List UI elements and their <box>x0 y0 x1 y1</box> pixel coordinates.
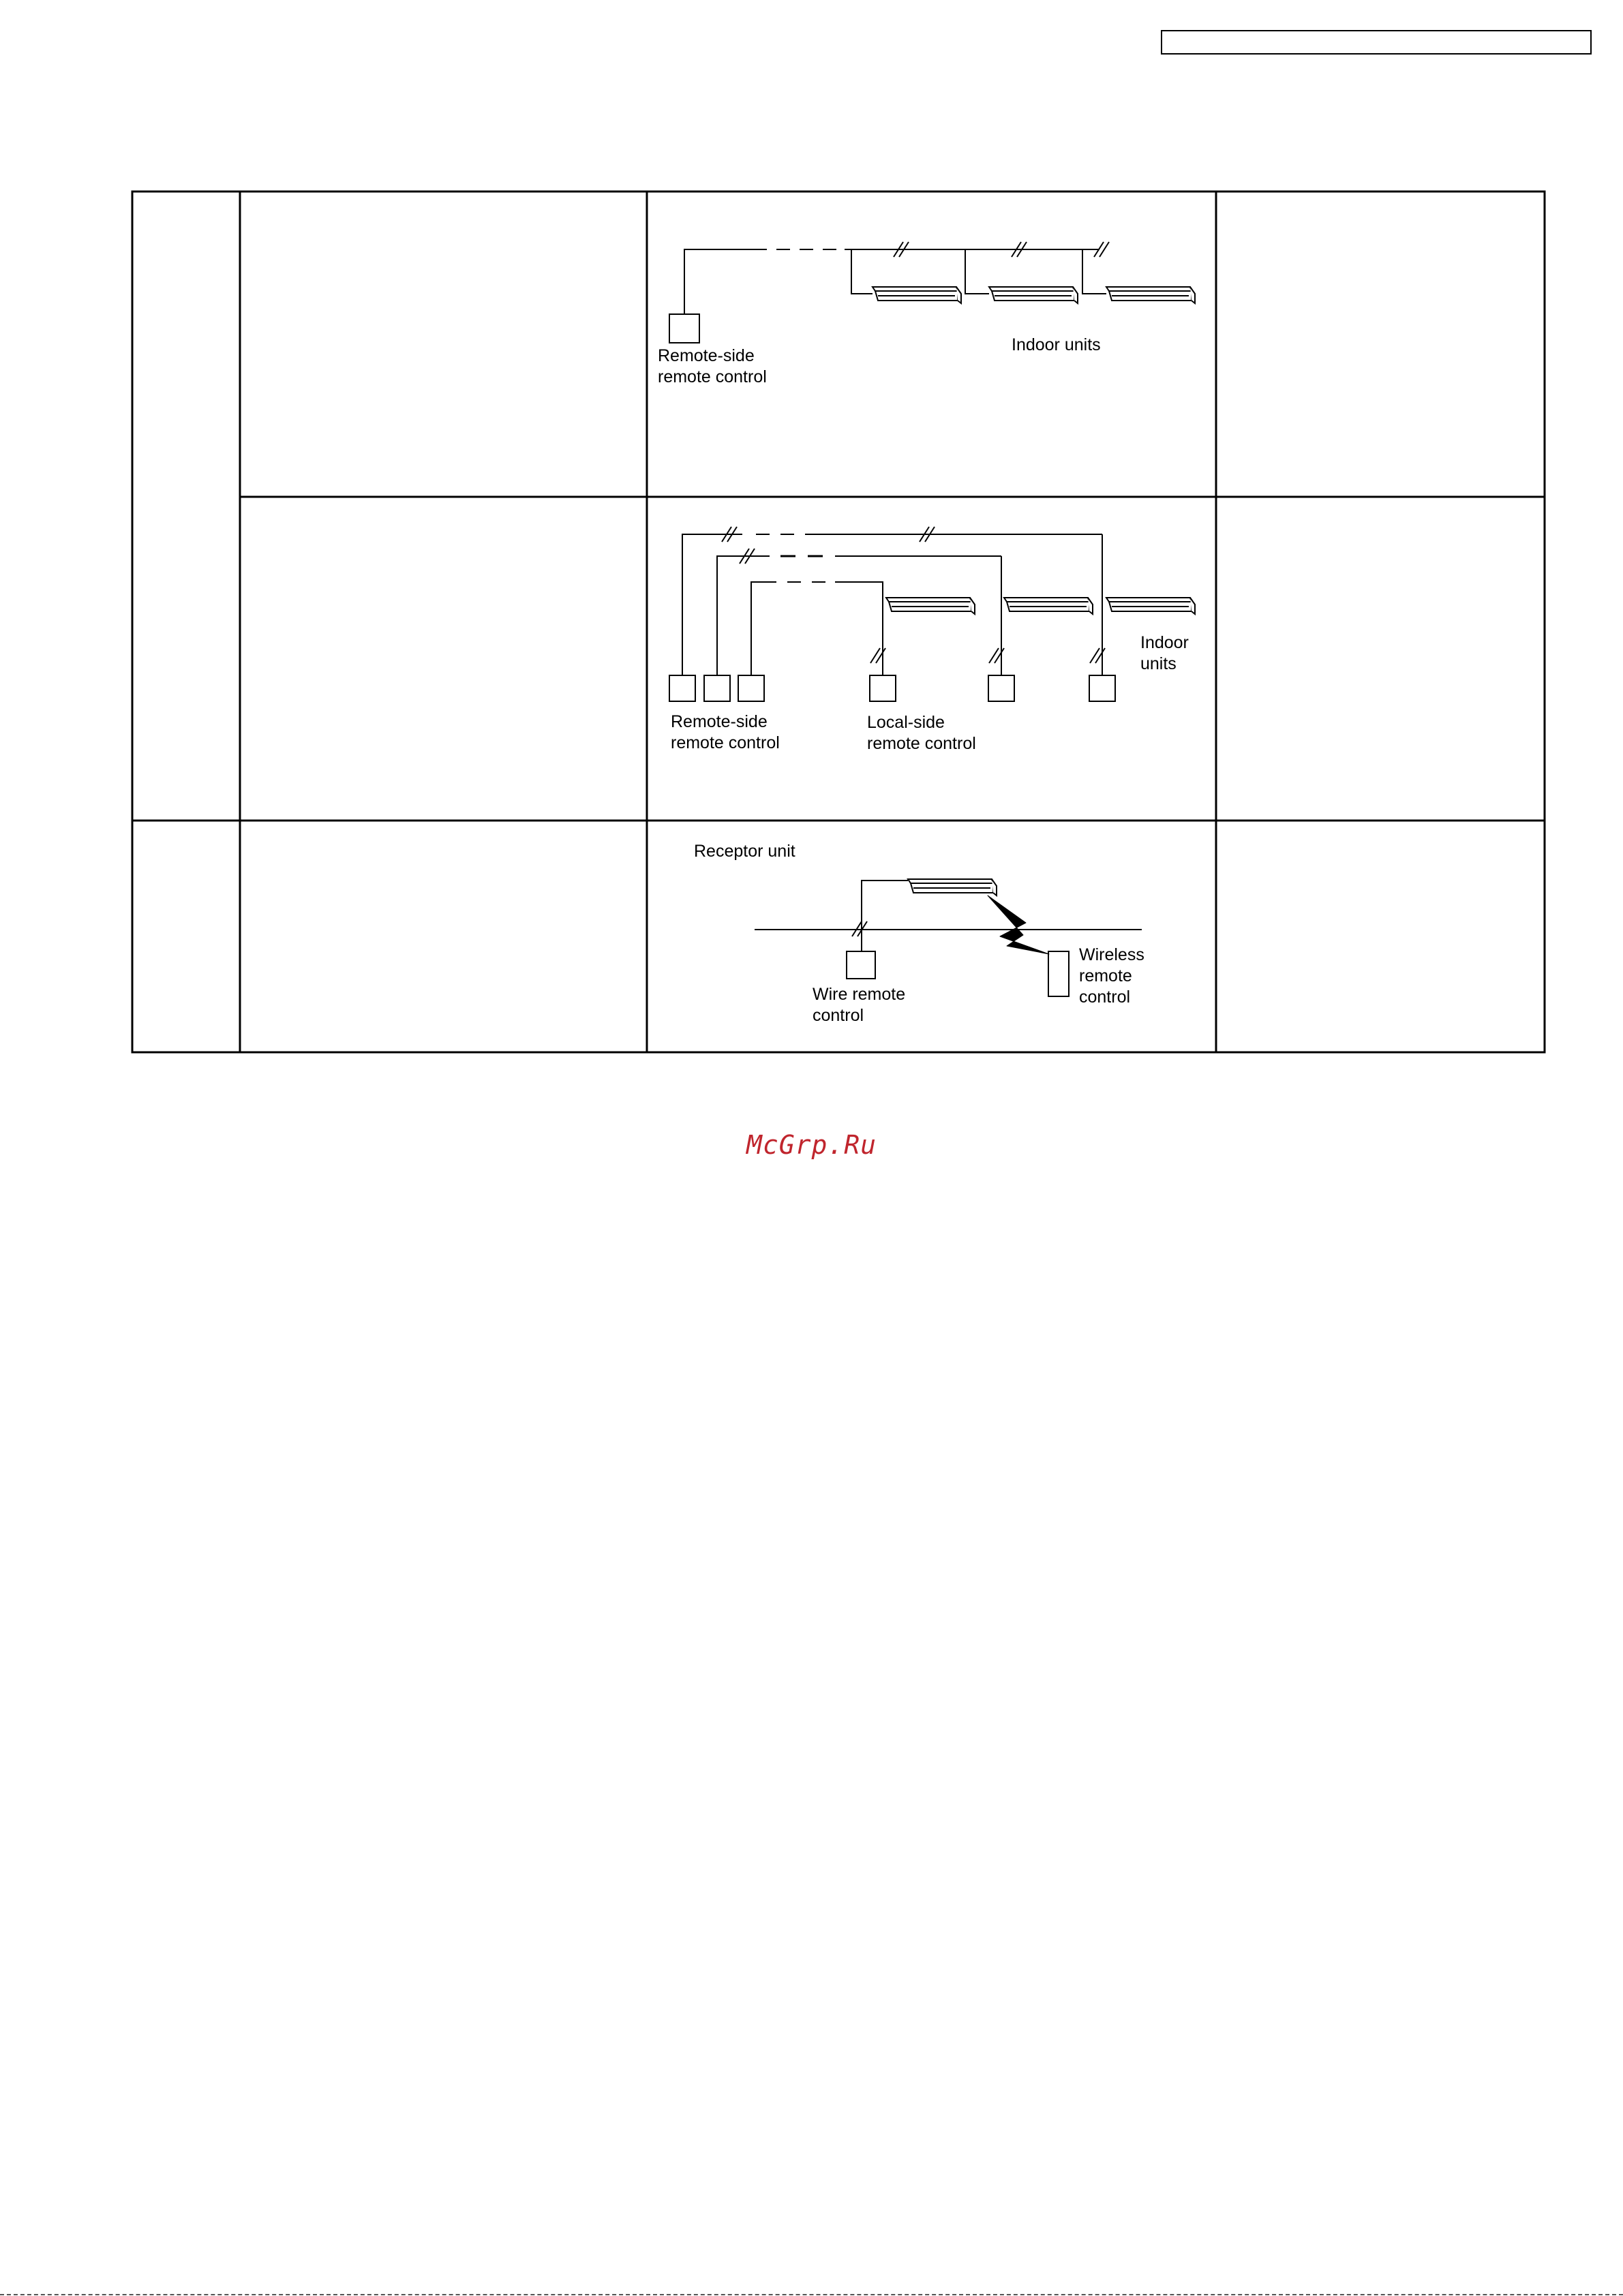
indoor-unit-icon <box>1106 287 1195 303</box>
page-bottom-rule <box>0 2294 1623 2295</box>
wire-remote-box <box>847 951 875 979</box>
local-side-remote-control-label: Local-side remote control <box>867 713 976 753</box>
indoor-units-label: Indoor units <box>1140 633 1189 673</box>
wire-remote-control-label: Wire remote control <box>813 985 906 1025</box>
remote-controller-box <box>738 675 764 701</box>
wireless-remote-control-label: Wireless remote control <box>1079 945 1144 1007</box>
wireless-remote-box <box>1048 951 1069 996</box>
local-controller-box <box>870 675 896 701</box>
indoor-units-label: Indoor units <box>1012 335 1101 354</box>
remote-controller-box <box>669 314 699 343</box>
receptor-unit-label: Receptor unit <box>694 842 795 861</box>
indoor-unit-icon <box>1004 598 1093 614</box>
remote-controller-box <box>669 675 695 701</box>
indoor-unit-icon <box>989 287 1078 303</box>
diagram-remote-and-local-control <box>647 497 1216 821</box>
remote-side-remote-control-label: Remote-side remote control <box>671 712 780 752</box>
diagram-remote-control-group <box>647 192 1216 497</box>
wireless-signal-icon <box>988 896 1049 954</box>
local-controller-box <box>1089 675 1115 701</box>
local-controller-box <box>988 675 1014 701</box>
remote-controller-box <box>704 675 730 701</box>
indoor-unit-icon <box>873 287 961 303</box>
indoor-unit-icon <box>1106 598 1195 614</box>
watermark-text: McGrp.Ru <box>746 1130 877 1160</box>
indoor-unit-icon <box>886 598 975 614</box>
receptor-unit-icon <box>908 879 997 896</box>
remote-side-remote-control-label: Remote-side remote control <box>658 346 767 386</box>
